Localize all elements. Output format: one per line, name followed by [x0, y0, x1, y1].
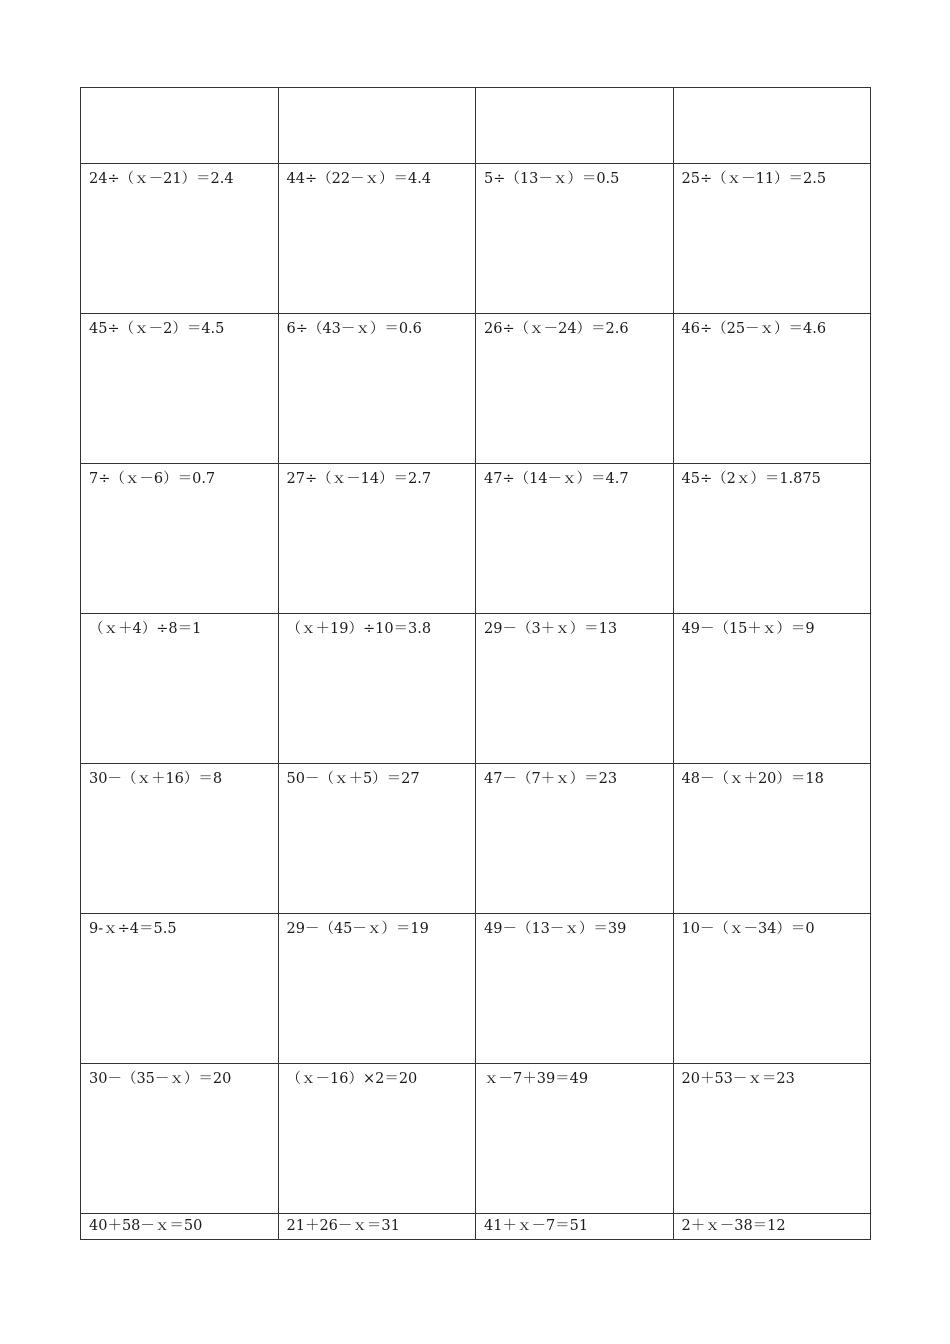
equation-cell: 27÷（ｘ－14）＝2.7	[278, 464, 476, 614]
equation-cell: 9-ｘ÷4＝5.5	[81, 914, 279, 1064]
equation-cell: ｘ－7＋39＝49	[476, 1064, 674, 1214]
equation-cell: 29－（3＋ｘ）＝13	[476, 614, 674, 764]
equation-cell: 49－（13－ｘ）＝39	[476, 914, 674, 1064]
table-row	[81, 1064, 871, 1214]
equation-cell: 30－（ｘ＋16）＝8	[81, 764, 279, 914]
equation-cell: 47÷（14－ｘ）＝4.7	[476, 464, 674, 614]
equation-cell: 20＋53－ｘ＝23	[673, 1064, 871, 1214]
table-row	[81, 164, 871, 314]
table-row	[81, 88, 871, 164]
equation-cell: 45÷（2ｘ）＝1.875	[673, 464, 871, 614]
table-row	[81, 464, 871, 614]
equation-cell	[673, 88, 871, 164]
equation-cell: 49－（15＋ｘ）＝9	[673, 614, 871, 764]
equation-cell: 26÷（ｘ－24）＝2.6	[476, 314, 674, 464]
equation-cell: 10－（ｘ－34）＝0	[673, 914, 871, 1064]
equation-cell: （ｘ－16）×2＝20	[278, 1064, 476, 1214]
table-row	[81, 914, 871, 1064]
equation-cell: 29－（45－ｘ）＝19	[278, 914, 476, 1064]
equation-cell: 47－（7＋ｘ）＝23	[476, 764, 674, 914]
equation-cell: 25÷（ｘ－11）＝2.5	[673, 164, 871, 314]
table-row	[81, 614, 871, 764]
equation-cell: （ｘ＋19）÷10＝3.8	[278, 614, 476, 764]
equation-cell: 48－（ｘ＋20）＝18	[673, 764, 871, 914]
equation-cell: 30－（35－ｘ）＝20	[81, 1064, 279, 1214]
equation-cell: （ｘ＋4）÷8＝1	[81, 614, 279, 764]
equation-cell: 24÷（ｘ－21）＝2.4	[81, 164, 279, 314]
table-row	[81, 764, 871, 914]
table-row	[81, 314, 871, 464]
equation-cell: 6÷（43－ｘ）＝0.6	[278, 314, 476, 464]
equation-cell: 7÷（ｘ－6）＝0.7	[81, 464, 279, 614]
equation-cell: 21＋26－ｘ＝31	[278, 1214, 476, 1240]
equation-cell: 41＋ｘ－7＝51	[476, 1214, 674, 1240]
equation-cell: 50－（ｘ＋5）＝27	[278, 764, 476, 914]
equation-cell: 40＋58－ｘ＝50	[81, 1214, 279, 1240]
table-row	[81, 1214, 871, 1240]
equation-cell: 44÷（22－ｘ）＝4.4	[278, 164, 476, 314]
equation-cell	[81, 88, 279, 164]
equation-worksheet-table	[80, 87, 871, 1240]
equation-cell: 46÷（25－ｘ）＝4.6	[673, 314, 871, 464]
equation-cell: 5÷（13－ｘ）＝0.5	[476, 164, 674, 314]
equation-cell	[278, 88, 476, 164]
equation-cell: 45÷（ｘ－2）＝4.5	[81, 314, 279, 464]
equation-cell	[476, 88, 674, 164]
equation-cell: 2＋ｘ－38＝12	[673, 1214, 871, 1240]
